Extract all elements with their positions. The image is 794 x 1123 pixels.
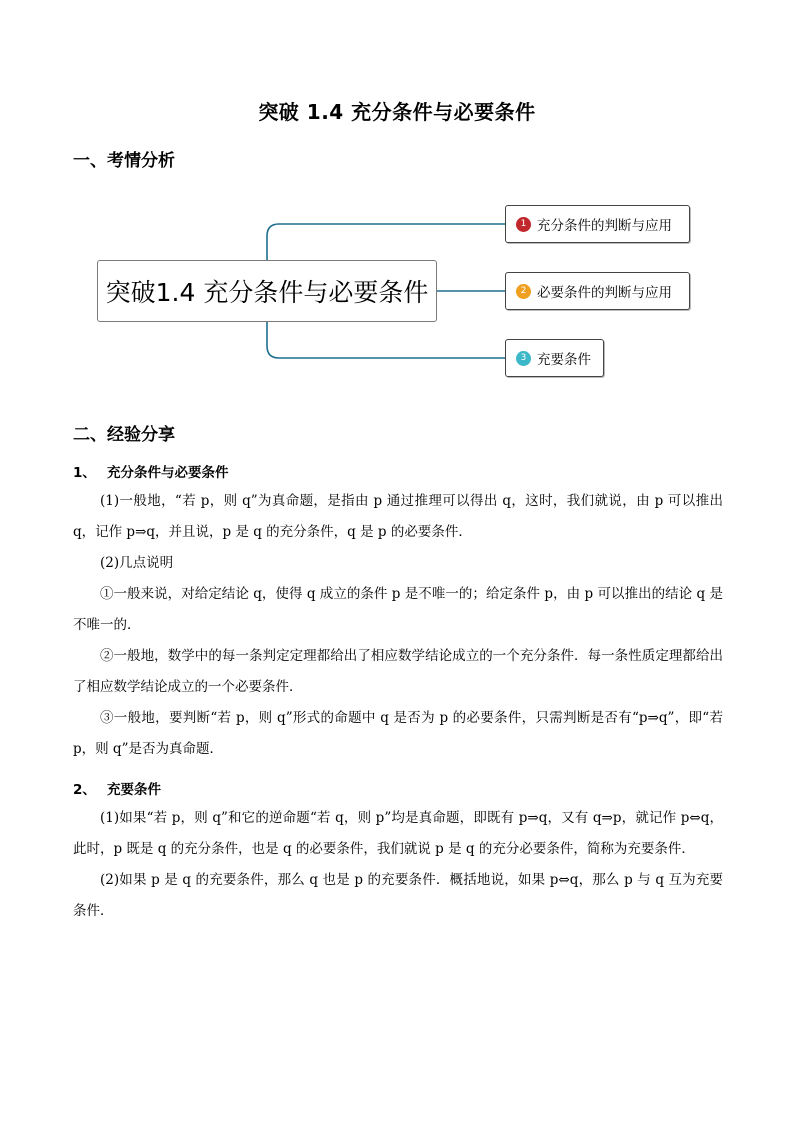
mindmap-node-label: 必要条件的判断与应用 (537, 285, 672, 301)
subheading-1 (73, 461, 229, 481)
paragraph-3: ①一般来说，对给定结论 q，使得 q 成立的条件 p 是不唯一的；给定条件 p，由 p 可以推出的结论 q 是不唯一的． (73, 586, 723, 633)
page-title: 突破 1.4 充分条件与必要条件 (258, 100, 536, 124)
subheading-number: 1、 (73, 465, 96, 481)
connector-bottom (267, 322, 505, 358)
paragraph-2: (2)几点说明 (100, 555, 174, 571)
paragraph-1: (1)一般地，“若 p，则 q”为真命题，是指由 p 通过推理可以得出 q，这时，我们就说，由 p 可以推出 q，记作 p⇒q，并且说，p 是 q 的充分条件，q 是 p 的必要条件． (73, 493, 723, 540)
paragraph-6: (1)如果“若 p，则 q”和它的逆命题“若 q，则 p”均是真命题，即既有 p⇒q，又有 q⇒p，就记作 p⇔q，此时，p 既是 q 的充分条件，也是 q 的必要条件，我们就说 p 是 q 的充分必要条件，简称为充要条件． (73, 810, 723, 857)
badge-3-icon: 3 (516, 351, 531, 366)
subheading-2 (73, 778, 161, 798)
mindmap-node-1 (505, 205, 690, 243)
paragraph-7: (2)如果 p 是 q 的充要条件，那么 q 也是 p 的充要条件．概括地说，如果 p⇔q，那么 p 与 q 互为充要条件． (73, 872, 723, 919)
section-heading-analysis: 一、考情分析 (73, 151, 175, 171)
mindmap-central-node: 突破1.4 充分条件与必要条件 (97, 260, 437, 322)
subheading-title: 充要条件 (107, 782, 161, 798)
paragraph-4: ②一般地，数学中的每一条判定定理都给出了相应数学结论成立的一个充分条件．每一条性质定理都给出了相应数学结论成立的一个必要条件． (73, 648, 723, 695)
section-heading-experience: 二、经验分享 (73, 425, 175, 445)
badge-2-icon: 2 (516, 284, 531, 299)
mindmap-node-label: 充分条件的判断与应用 (537, 218, 672, 234)
subheading-number: 2、 (73, 782, 96, 798)
badge-1-icon: 1 (516, 217, 531, 232)
mindmap-node-2 (505, 272, 690, 310)
paragraph-5: ③一般地，要判断“若 p，则 q”形式的命题中 q 是否为 p 的必要条件，只需判断是否有“p⇒q”，即“若 p，则 q”是否为真命题． (73, 710, 723, 757)
mindmap-node-label: 充要条件 (537, 352, 591, 368)
subheading-title: 充分条件与必要条件 (107, 465, 229, 481)
connector-top (267, 224, 505, 260)
mindmap-node-3 (505, 339, 604, 377)
